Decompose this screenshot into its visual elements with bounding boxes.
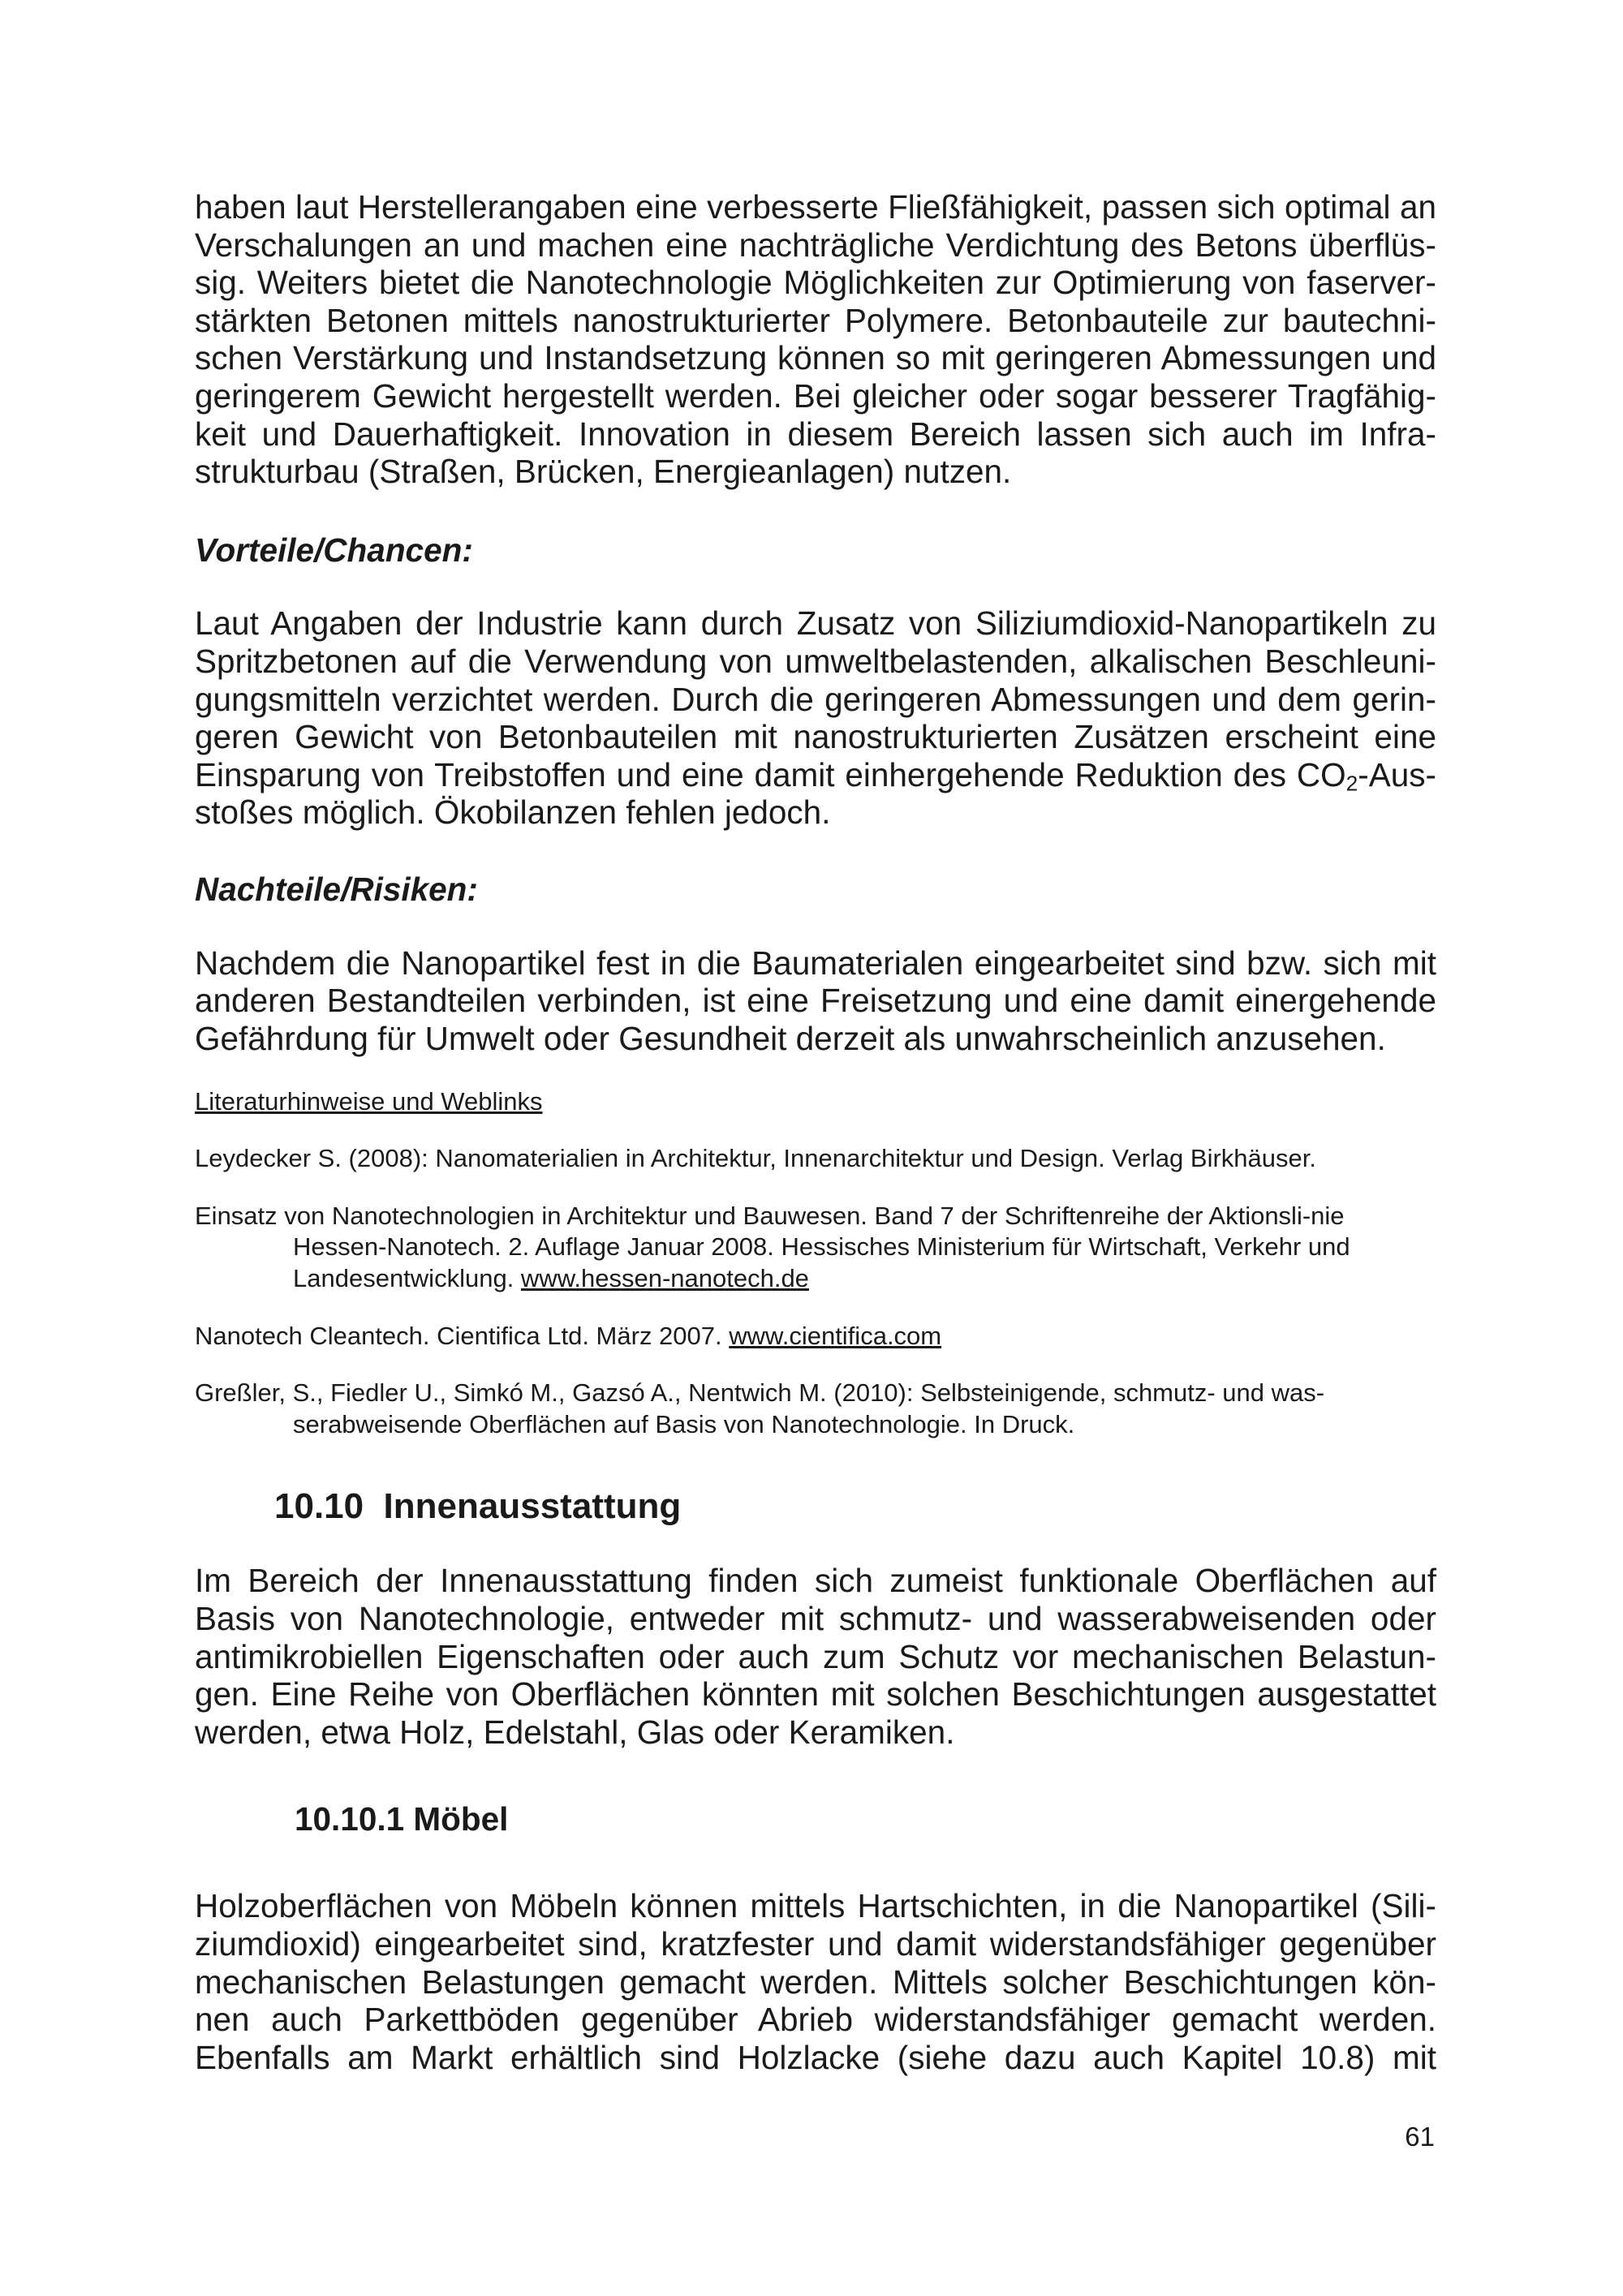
advantages-heading: Vorteile/Chancen:: [195, 531, 473, 569]
text-line: Basis von Nanotechnologie, entweder mit schmutz- und wasserabweisenden oder: [195, 1600, 1436, 1638]
reference-text: Nanotech Cleantech. Cientifica Ltd. März 2007.: [195, 1321, 730, 1350]
reference-text: Leydecker S. (2008): Nanomaterialien in Architektur, Innenarchitektur und Design. Verlag Birkhäuser.: [195, 1144, 1316, 1173]
reference-item: [195, 1378, 1436, 1440]
text-line: anderen Bestandteilen verbinden, ist eine Freisetzung und eine damit einergehende: [195, 982, 1436, 1020]
co2-line-text: Einsparung von Treibstoffen und eine damit einhergehende Reduktion des CO: [195, 755, 1346, 793]
text-line: Spritzbetonen auf die Verwendung von umweltbelastenden, alkalischen Beschleuni-: [195, 642, 1436, 680]
text-line: Ebenfalls am Markt erhältlich sind Holzlacke (siehe dazu auch Kapitel 10.8) mit: [195, 2038, 1436, 2076]
text-line: keit und Dauerhaftigkeit. Innovation in diesem Bereich lassen sich auch im Infra-: [195, 415, 1436, 453]
text-line: antimikrobiellen Eigenschaften oder auch zum Schutz vor mechanischen Belastun-: [195, 1637, 1436, 1675]
text-line: sig. Weiters bietet die Nanotechnologie Möglichkeiten zur Optimierung von faserver-: [195, 264, 1436, 302]
text-line: geren Gewicht von Betonbauteilen mit nanostrukturierten Zusätzen erscheint eine: [195, 718, 1436, 756]
text-line: Holzoberflächen von Möbeln können mittels Hartschichten, in die Nanopartikel (Sili-: [195, 1887, 1436, 1925]
text-line: stärkten Betonen mittels nanostrukturierter Polymere. Betonbauteile zur bautechni-: [195, 301, 1436, 339]
reference-link[interactable]: www.cientifica.com: [729, 1321, 942, 1350]
page-number: 61: [1405, 2122, 1435, 2152]
section-paragraph: [195, 1562, 1436, 1751]
reference-item: [195, 1143, 1436, 1175]
literature-title: Literaturhinweise und Weblinks: [195, 1087, 543, 1116]
section-heading: 10.10 Innenausstattung: [274, 1486, 682, 1527]
co2-subscript: 2: [1345, 770, 1358, 795]
text-line: stoßes möglich. Ökobilanzen fehlen jedoch.: [195, 793, 831, 832]
text-line: Gefährdung für Umwelt oder Gesundheit derzeit als unwahrscheinlich anzusehen.: [195, 1019, 1386, 1057]
text-line: gen. Eine Reihe von Oberflächen könnten mit solchen Beschichtungen ausgestattet: [195, 1675, 1436, 1713]
intro-paragraph: [195, 188, 1436, 491]
subsection-heading: 10.10.1 Möbel: [295, 1800, 509, 1838]
reference-item: [195, 1321, 1436, 1352]
text-line: strukturbau (Straßen, Brücken, Energieanlagen) nutzen.: [195, 453, 1012, 491]
document-page: [195, 188, 1436, 2076]
text-line: Im Bereich der Innenausstattung finden sich zumeist funktionale Oberflächen auf: [195, 1562, 1436, 1600]
text-line: schen Verstärkung und Instandsetzung können so mit geringeren Abmessungen und: [195, 339, 1436, 377]
text-line: Laut Angaben der Industrie kann durch Zusatz von Siliziumdioxid-Nanopartikeln zu: [195, 604, 1436, 643]
co2-line-suffix: -Aus-: [1358, 755, 1436, 793]
subsection-paragraph: [195, 1887, 1436, 2076]
disadvantages-heading: Nachteile/Risiken:: [195, 870, 478, 908]
text-line: geringerem Gewicht hergestellt werden. Bei gleicher oder sogar besserer Tragfähig-: [195, 376, 1436, 415]
text-line: Nachdem die Nanopartikel fest in die Baumaterialen eingearbeitet sind bzw. sich mit: [195, 944, 1436, 982]
text-line: nen auch Parkettböden gegenüber Abrieb widerstandsfähiger gemacht werden.: [195, 2001, 1436, 2039]
reference-link[interactable]: www.hessen-nanotech.de: [520, 1264, 809, 1293]
text-line: [195, 756, 1436, 794]
disadvantages-paragraph: [195, 944, 1436, 1058]
text-line: gungsmitteln verzichtet werden. Durch die geringeren Abmessungen und dem gerin-: [195, 680, 1436, 718]
text-line: mechanischen Belastungen gemacht werden. Mittels solcher Beschichtungen kön-: [195, 1963, 1436, 2001]
reference-text: Einsatz von Nanotechnologien in Architektur und Bauwesen. Band 7 der Schriftenreihe der Aktionsli-nie Hessen-Nanotech. 2. Auflage Januar 2008. Hessisches Ministerium für Wirtschaft, Verkehr und Landesentwicklung.: [195, 1201, 1350, 1293]
text-line: werden, etwa Holz, Edelstahl, Glas oder Keramiken.: [195, 1713, 955, 1751]
text-line: haben laut Herstellerangaben eine verbesserte Fließfähigkeit, passen sich optimal an: [195, 188, 1436, 226]
reference-text: Greßler, S., Fiedler U., Simkó M., Gazsó A., Nentwich M. (2010): Selbsteinigende, schmutz- und was-serabweisende Oberflächen auf Basis von Nanotechnologie. In Druck.: [195, 1378, 1325, 1438]
text-line: Verschalungen an und machen eine nachträgliche Verdichtung des Betons überflüs-: [195, 226, 1436, 264]
reference-item: [195, 1201, 1436, 1295]
advantages-paragraph: [195, 604, 1436, 832]
text-line: ziumdioxid) eingearbeitet sind, kratzfester und damit widerstandsfähiger gegenüber: [195, 1925, 1436, 1963]
